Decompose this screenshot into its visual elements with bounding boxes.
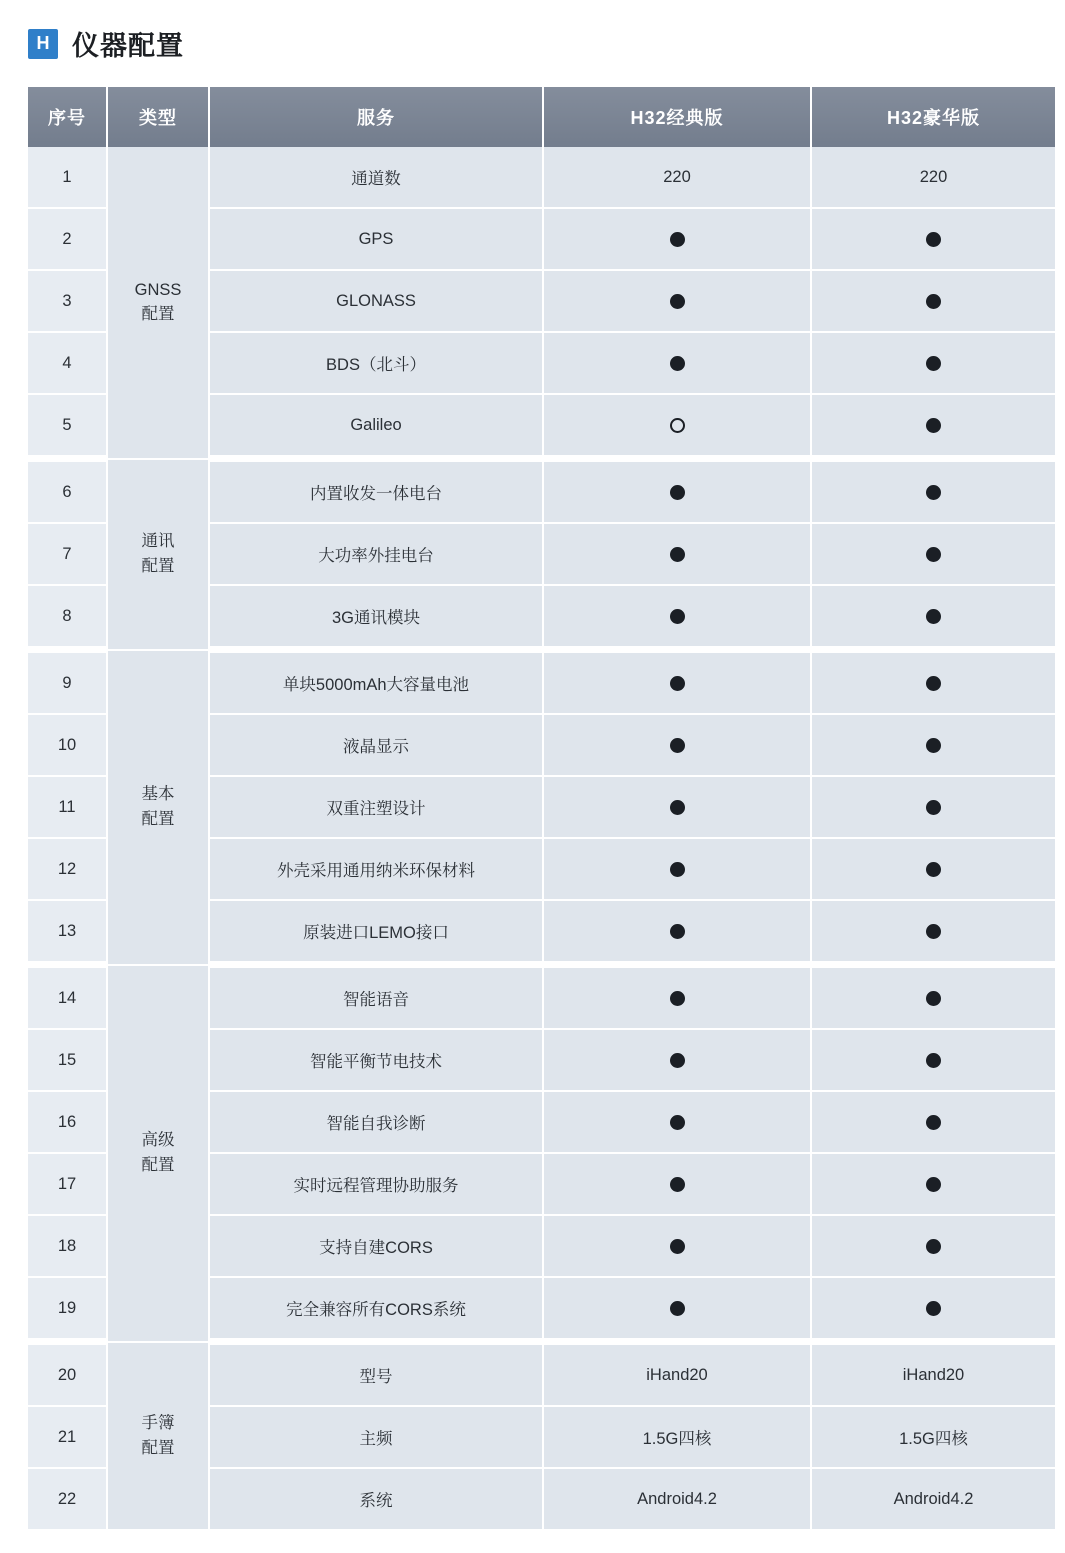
row-index: 4 xyxy=(28,332,107,394)
value-deluxe xyxy=(811,1277,1055,1342)
filled-circle-icon xyxy=(670,1177,685,1192)
service-name: 内置收发一体电台 xyxy=(209,459,543,524)
value-classic: 1.5G四核 xyxy=(543,1406,811,1468)
value-deluxe xyxy=(811,394,1055,459)
row-index: 1 xyxy=(28,147,107,208)
filled-circle-icon xyxy=(670,1301,685,1316)
service-name: 主频 xyxy=(209,1406,543,1468)
category-label xyxy=(107,459,209,650)
value-deluxe xyxy=(811,1029,1055,1091)
value-deluxe xyxy=(811,332,1055,394)
service-name: 大功率外挂电台 xyxy=(209,523,543,585)
value-classic xyxy=(543,332,811,394)
value-classic xyxy=(543,714,811,776)
filled-circle-icon xyxy=(926,676,941,691)
row-index: 17 xyxy=(28,1153,107,1215)
service-name: 单块5000mAh大容量电池 xyxy=(209,650,543,715)
value-deluxe xyxy=(811,1153,1055,1215)
filled-circle-icon xyxy=(670,294,685,309)
category-label xyxy=(107,965,209,1342)
category-label-line: 配置 xyxy=(141,557,175,575)
category-label-line: 配置 xyxy=(141,1438,175,1457)
configuration-table xyxy=(28,87,1055,1531)
value-classic: 220 xyxy=(543,147,811,208)
service-name: 智能语音 xyxy=(209,965,543,1030)
category-label-line: 高级 xyxy=(141,1131,175,1150)
filled-circle-icon xyxy=(926,418,941,433)
table-row xyxy=(28,1342,1055,1407)
service-name: 系统 xyxy=(209,1468,543,1530)
category-label-line: 配置 xyxy=(141,305,175,324)
table-row xyxy=(28,650,1055,715)
value-classic xyxy=(543,523,811,585)
filled-circle-icon xyxy=(926,1177,941,1192)
filled-circle-icon xyxy=(670,356,685,371)
row-index: 11 xyxy=(28,776,107,838)
filled-circle-icon xyxy=(926,924,941,939)
filled-circle-icon xyxy=(670,924,685,939)
filled-circle-icon xyxy=(926,738,941,753)
value-classic xyxy=(543,1215,811,1277)
value-classic xyxy=(543,394,811,459)
service-name: 液晶显示 xyxy=(209,714,543,776)
section-badge-icon: H xyxy=(28,29,58,59)
filled-circle-icon xyxy=(670,738,685,753)
col-header-deluxe: H32豪华版 xyxy=(811,87,1055,147)
value-deluxe xyxy=(811,459,1055,524)
category-label-line: 通讯 xyxy=(141,532,175,551)
service-name: GLONASS xyxy=(209,270,543,332)
value-deluxe xyxy=(811,714,1055,776)
filled-circle-icon xyxy=(926,547,941,562)
filled-circle-icon xyxy=(670,547,685,562)
service-name: 原装进口LEMO接口 xyxy=(209,900,543,965)
service-name: 智能平衡节电技术 xyxy=(209,1029,543,1091)
value-classic: Android4.2 xyxy=(543,1468,811,1530)
value-classic xyxy=(543,585,811,650)
row-index: 7 xyxy=(28,523,107,585)
page-title-text: 仪器配置 xyxy=(72,31,184,61)
filled-circle-icon xyxy=(926,1115,941,1130)
category-label xyxy=(107,147,209,459)
value-classic xyxy=(543,1091,811,1153)
table-row xyxy=(28,147,1055,208)
value-deluxe xyxy=(811,1091,1055,1153)
value-deluxe xyxy=(811,776,1055,838)
filled-circle-icon xyxy=(926,356,941,371)
filled-circle-icon xyxy=(670,1239,685,1254)
value-deluxe xyxy=(811,523,1055,585)
col-header-service: 服务 xyxy=(209,87,543,147)
value-classic xyxy=(543,1029,811,1091)
value-classic xyxy=(543,650,811,715)
filled-circle-icon xyxy=(670,485,685,500)
row-index: 5 xyxy=(28,394,107,459)
filled-circle-icon xyxy=(926,232,941,247)
category-label-line: 配置 xyxy=(141,810,175,828)
table-row xyxy=(28,459,1055,524)
value-deluxe: 220 xyxy=(811,147,1055,208)
value-deluxe: Android4.2 xyxy=(811,1468,1055,1530)
row-index: 8 xyxy=(28,585,107,650)
service-name: 智能自我诊断 xyxy=(209,1091,543,1153)
filled-circle-icon xyxy=(670,862,685,877)
row-index: 12 xyxy=(28,838,107,900)
value-deluxe xyxy=(811,208,1055,270)
service-name: 型号 xyxy=(209,1342,543,1407)
category-label xyxy=(107,1342,209,1531)
hollow-circle-icon xyxy=(670,418,685,433)
filled-circle-icon xyxy=(670,232,685,247)
category-label xyxy=(107,650,209,965)
value-deluxe xyxy=(811,965,1055,1030)
value-deluxe xyxy=(811,650,1055,715)
value-classic: iHand20 xyxy=(543,1342,811,1407)
filled-circle-icon xyxy=(670,991,685,1006)
service-name: BDS（北斗） xyxy=(209,332,543,394)
filled-circle-icon xyxy=(926,294,941,309)
category-label-line: 配置 xyxy=(141,1156,175,1174)
row-index: 14 xyxy=(28,965,107,1030)
table-header xyxy=(28,87,1055,147)
filled-circle-icon xyxy=(670,676,685,691)
value-deluxe: iHand20 xyxy=(811,1342,1055,1407)
value-classic xyxy=(543,208,811,270)
value-classic xyxy=(543,1153,811,1215)
value-deluxe xyxy=(811,585,1055,650)
service-name: 实时远程管理协助服务 xyxy=(209,1153,543,1215)
filled-circle-icon xyxy=(926,485,941,500)
service-name: 双重注塑设计 xyxy=(209,776,543,838)
value-classic xyxy=(543,838,811,900)
value-deluxe xyxy=(811,270,1055,332)
row-index: 13 xyxy=(28,900,107,965)
value-classic xyxy=(543,270,811,332)
row-index: 20 xyxy=(28,1342,107,1407)
value-classic xyxy=(543,776,811,838)
page-title xyxy=(28,24,1037,63)
row-index: 9 xyxy=(28,650,107,715)
filled-circle-icon xyxy=(926,862,941,877)
row-index: 15 xyxy=(28,1029,107,1091)
filled-circle-icon xyxy=(926,800,941,815)
row-index: 19 xyxy=(28,1277,107,1342)
value-classic xyxy=(543,1277,811,1342)
value-deluxe: 1.5G四核 xyxy=(811,1406,1055,1468)
value-classic xyxy=(543,900,811,965)
row-index: 10 xyxy=(28,714,107,776)
filled-circle-icon xyxy=(926,991,941,1006)
filled-circle-icon xyxy=(926,1301,941,1316)
row-index: 22 xyxy=(28,1468,107,1530)
value-classic xyxy=(543,459,811,524)
row-index: 6 xyxy=(28,459,107,524)
category-label-line: GNSS xyxy=(134,280,182,299)
category-label-line: 基本 xyxy=(141,785,175,804)
filled-circle-icon xyxy=(670,1115,685,1130)
table-body xyxy=(28,147,1055,1530)
table-row xyxy=(28,965,1055,1030)
filled-circle-icon xyxy=(670,800,685,815)
service-name: 完全兼容所有CORS系统 xyxy=(209,1277,543,1342)
col-header-type: 类型 xyxy=(107,87,209,147)
col-header-index: 序号 xyxy=(28,87,107,147)
value-deluxe xyxy=(811,1215,1055,1277)
filled-circle-icon xyxy=(670,609,685,624)
col-header-classic: H32经典版 xyxy=(543,87,811,147)
service-name: 外壳采用通用纳米环保材料 xyxy=(209,838,543,900)
table-header-row xyxy=(28,87,1055,147)
service-name: 通道数 xyxy=(209,147,543,208)
service-name: 3G通讯模块 xyxy=(209,585,543,650)
value-classic xyxy=(543,965,811,1030)
service-name: GPS xyxy=(209,208,543,270)
filled-circle-icon xyxy=(926,1239,941,1254)
value-deluxe xyxy=(811,900,1055,965)
row-index: 16 xyxy=(28,1091,107,1153)
category-label-line: 手簿 xyxy=(141,1414,175,1432)
row-index: 18 xyxy=(28,1215,107,1277)
filled-circle-icon xyxy=(926,1053,941,1068)
filled-circle-icon xyxy=(670,1053,685,1068)
service-name: Galileo xyxy=(209,394,543,459)
service-name: 支持自建CORS xyxy=(209,1215,543,1277)
row-index: 3 xyxy=(28,270,107,332)
value-deluxe xyxy=(811,838,1055,900)
row-index: 21 xyxy=(28,1406,107,1468)
row-index: 2 xyxy=(28,208,107,270)
filled-circle-icon xyxy=(926,609,941,624)
